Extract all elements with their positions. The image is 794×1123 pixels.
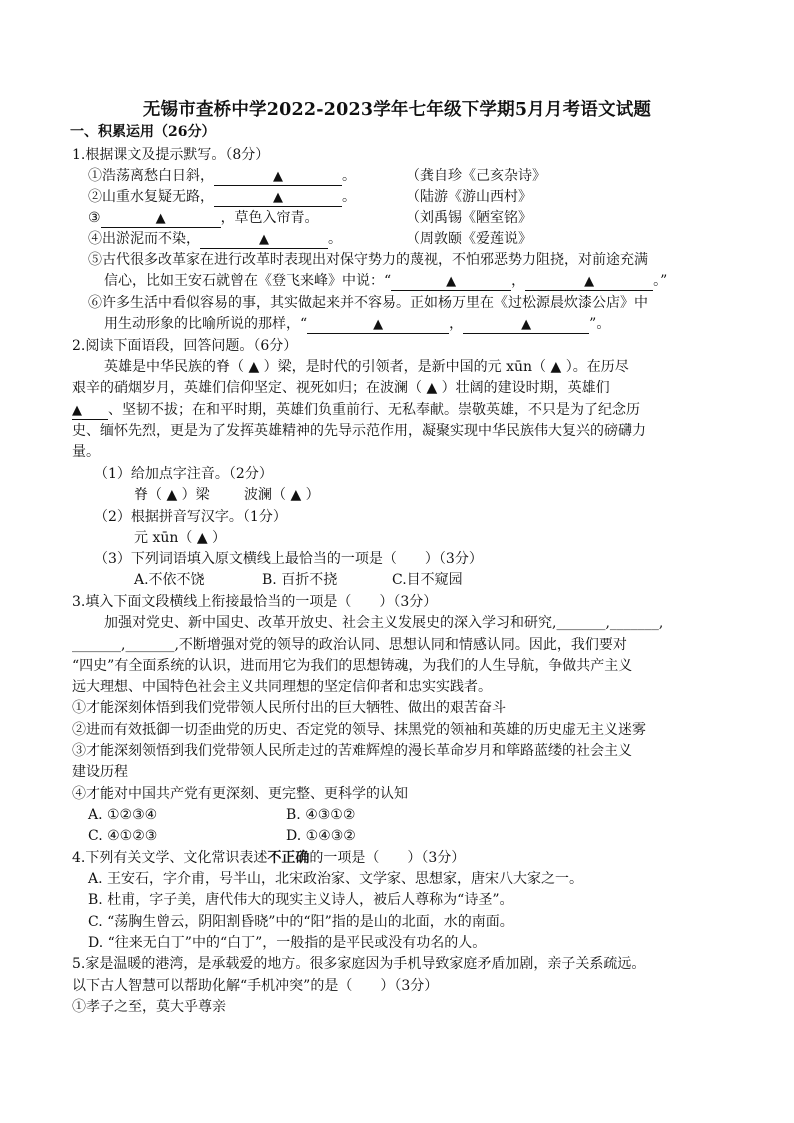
answer-blank[interactable]: ▲ bbox=[101, 210, 221, 228]
q2-para-line: 英雄是中华民族的脊（ ▲ ）梁，是时代的引领者，是新中国的元 xūn（ ▲ ）。在历尽 bbox=[104, 359, 629, 375]
q3-sentence-4: ④才能对中国共产党有更深刻、更完整、更科学的认知 bbox=[72, 786, 408, 802]
q1-source-4: （周敦颐《爱莲说》 bbox=[406, 231, 532, 247]
q3-stem: 3.填入下面文段横线上衔接最恰当的一项是（ ）（3分） bbox=[72, 594, 438, 610]
q4-stem: 4.下列有关文学、文化常识表述不正确的一项是（ ）（3分） bbox=[72, 850, 466, 866]
answer-blank[interactable]: ▲ bbox=[525, 273, 653, 291]
q2-sub1-a[interactable]: 脊（ ▲ ）梁 bbox=[134, 487, 210, 503]
page-title: 无锡市查桥中学2022-2023学年七年级下学期5月月考语文试题 bbox=[142, 100, 652, 120]
answer-blank[interactable]: ▲ bbox=[214, 189, 342, 207]
answer-blank[interactable]: ▲ bbox=[463, 316, 589, 334]
q1-item-5-line2: 信心，比如王安石就曾在《登飞来峰》中说：“ ▲ ， ▲ 。” bbox=[104, 273, 668, 289]
q1-source-3: （刘禹锡《陋室铭》 bbox=[406, 210, 532, 226]
q5-stem-line2: 以下古人智慧可以帮助化解“手机冲突”的是（ ）（3分） bbox=[72, 978, 439, 994]
q4-option-d[interactable]: D. “往来无白丁”中的“白丁”，一般指的是平民或没有功名的人。 bbox=[88, 935, 487, 951]
q1-item-3: ③ ▲ ，草色入帘青。 bbox=[88, 210, 319, 226]
q1-source-2: （陆游《游山西村》 bbox=[406, 189, 532, 205]
section-heading: 一、积累运用（26分） bbox=[70, 124, 216, 140]
emphasis-text: 不正确 bbox=[267, 850, 310, 866]
q3-para-line: “四史”有全面系统的认识，进而用它为我们的思想铸魂，为我们的人生导航，争做共产主义 bbox=[72, 658, 633, 674]
q1-item-6-line1: ⑥许多生活中看似容易的事，其实做起来并不容易。正如杨万里在《过松源晨炊漆公店》中 bbox=[88, 295, 648, 311]
q2-sub1-b[interactable]: 波澜（ ▲ ） bbox=[244, 487, 320, 503]
q2-stem: 2.阅读下面语段，回答问题。（6分） bbox=[72, 338, 298, 354]
q2-option-b[interactable]: B. 百折不挠 bbox=[262, 572, 338, 588]
q3-para-line: 加强对党史、新中国史、改革开放史、社会主义发展史的深入学习和研究,_______,_______, bbox=[104, 615, 664, 631]
q4-option-c[interactable]: C. “荡胸生曾云，阴阳割昏晓”中的“阳”指的是山的北面，水的南面。 bbox=[88, 914, 514, 930]
q1-source-1: （龚自珍《己亥杂诗》 bbox=[406, 168, 546, 184]
q2-sub2: （2）根据拼音写汉字。（1分） bbox=[94, 509, 287, 525]
q2-sub3: （3）下列词语填入原文横线上最恰当的一项是（ ）（3分） bbox=[94, 551, 483, 567]
q3-option-c[interactable]: C. ④①②③ bbox=[88, 828, 158, 844]
q3-para-line: _______,_______,不断增强对党的领导的政治认同、思想认同和情感认同。因此，我们要对 bbox=[72, 637, 627, 653]
answer-blank[interactable]: ▲ bbox=[214, 168, 342, 186]
q3-para-line: 远大理想、中国特色社会主义共同理想的坚定信仰者和忠实实践者。 bbox=[72, 679, 492, 695]
q5-stem-line1: 5.家是温暖的港湾，是承载爱的地方。很多家庭因为手机导致家庭矛盾加剧，亲子关系疏远。 bbox=[72, 956, 646, 972]
answer-blank[interactable]: ▲ bbox=[72, 402, 108, 420]
q3-sentence-3: ③才能深刻领悟到我们党带领人民所走过的苦难辉煌的漫长革命岁月和筚路蓝缕的社会主义 bbox=[72, 743, 632, 759]
q1-item-5-line1: ⑤古代很多改革家在进行改革时表现出对保守势力的蔑视，不怕邪恶势力阻挠，对前途充满 bbox=[88, 252, 648, 268]
q4-option-b[interactable]: B. 杜甫，字子美，唐代伟大的现实主义诗人，被后人尊称为“诗圣”。 bbox=[88, 892, 514, 908]
q2-option-c[interactable]: C.目不窥园 bbox=[392, 572, 463, 588]
q4-option-a[interactable]: A. 王安石，字介甫，号半山，北宋政治家、文学家、思想家，唐宋八大家之一。 bbox=[88, 871, 584, 887]
q2-para-line: 史、缅怀先烈，更是为了发挥英雄精神的先导示范作用，凝聚实现中华民族伟大复兴的磅礴力 bbox=[72, 423, 646, 439]
q2-para-line: 量。 bbox=[72, 444, 100, 460]
q3-option-b[interactable]: B. ④③①② bbox=[286, 807, 356, 823]
q1-item-2: ②山重水复疑无路， ▲ 。 bbox=[88, 189, 356, 205]
q3-sentence-2: ②进而有效抵御一切歪曲党的历史、否定党的领导、抹黑党的领袖和英雄的历史虚无主义迷雾 bbox=[72, 722, 646, 738]
q2-sub1: （1）给加点字注音。（2分） bbox=[94, 466, 273, 482]
answer-blank[interactable]: ▲ bbox=[391, 273, 511, 291]
q2-para-line: ▲ 、坚韧不拔；在和平时期，英雄们负重前行、无私奉献。崇敬英雄，不只是为了纪念历 bbox=[72, 402, 640, 418]
answer-blank[interactable]: ▲ bbox=[307, 316, 449, 334]
q1-item-1: ①浩荡离愁白日斜， ▲ 。 bbox=[88, 168, 356, 184]
q3-option-d[interactable]: D. ①④③② bbox=[286, 828, 356, 844]
q5-statement-1: ①孝子之至，莫大乎尊亲 bbox=[72, 999, 226, 1015]
q3-option-a[interactable]: A. ①②③④ bbox=[88, 807, 158, 823]
q1-stem: 1.根据课文及提示默写。（8分） bbox=[72, 147, 270, 163]
q2-option-a[interactable]: A.不依不饶 bbox=[134, 572, 205, 588]
q1-item-6-line2: 用生动形象的比喻所说的那样，“ ▲ ， ▲ ”。 bbox=[104, 316, 611, 332]
q3-sentence-3-cont: 建设历程 bbox=[72, 764, 128, 780]
q1-item-4: ④出淤泥而不染， ▲ 。 bbox=[88, 231, 342, 247]
answer-blank[interactable]: ▲ bbox=[200, 231, 328, 249]
q3-sentence-1: ①才能深刻体悟到我们党带领人民所付出的巨大牺牲、做出的艰苦奋斗 bbox=[72, 700, 506, 716]
q2-para-line: 艰辛的硝烟岁月，英雄们信仰坚定、视死如归；在波澜（ ▲ ）壮阔的建设时期，英雄们 bbox=[72, 380, 610, 396]
q2-sub2-a[interactable]: 元 xūn（ ▲ ） bbox=[134, 530, 227, 546]
